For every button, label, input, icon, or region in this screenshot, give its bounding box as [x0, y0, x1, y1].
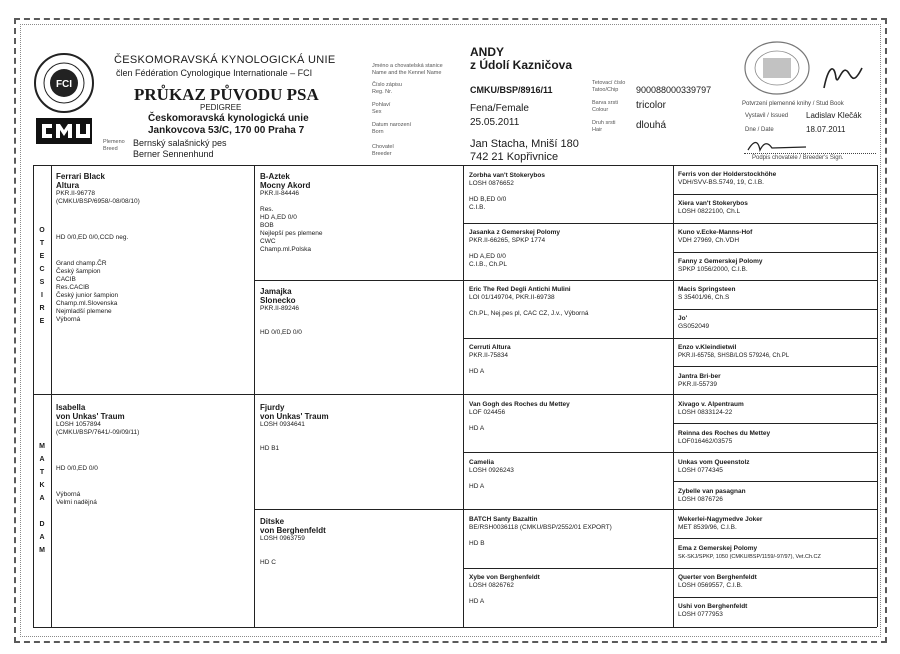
grid-g4-split-7	[673, 366, 877, 367]
fci-logo-text: FCI	[55, 79, 73, 90]
g3-cell-4: Cerruti Altura PKR.II-75834 HD A	[469, 344, 511, 375]
org-name: ČESKOMORAVSKÁ KYNOLOGICKÁ UNIE	[114, 54, 336, 66]
org-address-1: Českomoravská kynologická unie	[148, 113, 309, 124]
grid-g4-split-2	[673, 223, 877, 224]
grid-g3-split-5	[463, 509, 673, 510]
grid-g4-split-10	[673, 481, 877, 482]
breed-cz: Bernský salašnický pes	[133, 138, 227, 148]
grid-g3-split-4	[463, 452, 673, 453]
chip-value: 900088000339797	[636, 85, 712, 95]
g1-sire-health: HD 0/0,ED 0/0,CCD neg.	[56, 234, 129, 241]
g3-cell-6: Camelia LOSH 0926243 HD A	[469, 459, 514, 490]
g3-cell-7: BATCH Santy Bazaltin BE/RSH0036118 (CMKU/BSP/2552/01 EXPORT) HD B	[469, 516, 612, 547]
g1-sire-title: Res.CACIB	[56, 284, 90, 291]
grid-g2-split-2	[254, 509, 463, 510]
g1-sire-name1: Ferrari Black	[56, 172, 105, 181]
issuer-signature	[818, 58, 868, 99]
grid-g4-split-8	[673, 423, 877, 424]
g1-sire-line: (CMKU/BSP/6958/-08/08/10)	[56, 198, 140, 205]
reg-label: Číslo zápisu Reg. Nr.	[372, 82, 402, 95]
grid-g4-split-1	[673, 194, 877, 195]
g4-cell-13: Wekerlei-Nagymedve Joker MET 8539/96, C.I.B.	[678, 516, 763, 531]
g4-cell-6: Jo' GS052049	[678, 315, 710, 330]
cmku-logo	[36, 116, 92, 146]
g4-cell-2: Xiera van't Stokerybos LOSH 0822100, Ch.L	[678, 200, 748, 215]
hair-label: Druh srsti Hair	[592, 120, 616, 133]
g4-cell-14: Ema z Gemerskej Polomy SK-SKJ/SPKP, 1050 (CMKU/BSP/1159/-97/97), Vet.Ch.CZ	[678, 545, 821, 560]
g1-sire-title: Výborná	[56, 316, 81, 323]
sex-label: Pohlaví Sex	[372, 102, 391, 115]
g4-cell-10: Reinna des Roches du Mettey LOF016462/03575	[678, 430, 771, 445]
org-address-2: Jankovcova 53/C, 170 00 Praha 7	[148, 125, 305, 136]
grid-col-side	[51, 165, 52, 627]
fci-logo	[33, 52, 95, 114]
dob-value: 25.05.2011	[470, 117, 520, 128]
name-label: Jméno a chovatelská stanice Name and the Kennel Name	[372, 63, 443, 76]
g4-cell-16: Ushi von Berghenfeldt LOSH 0777953	[678, 603, 748, 618]
g1-sire-title: Český šampion	[56, 268, 101, 275]
g1-dam-title: Výborná	[56, 491, 81, 498]
org-member: člen Fédération Cynologique Internationale – FCI	[116, 68, 313, 78]
g3-cell-3: Eric The Red Degli Antichi Mulini LOI 01/149704, PKR.II-69738 Ch.PL, Nej.pes pl, CAC CZ, J.v., Výborná	[469, 286, 589, 317]
grid-col-g2	[254, 165, 255, 627]
g4-cell-4: Fanny z Gemerskej Polomy SPKP 1056/2000, C.I.B.	[678, 258, 763, 273]
chip-label: Tetovací číslo Tatoo/Chip	[592, 80, 626, 93]
breeder-label: Chovatel Breeder	[372, 144, 394, 157]
g4-cell-11: Unkas vom Queenstolz LOSH 0774345	[678, 459, 750, 474]
grid-left	[33, 165, 34, 627]
grid-g4-split-12	[673, 538, 877, 539]
g2-cell-1: B-Aztek Mocny Akord PKR.II-84446 Res. HD A,ED 0/0 BOB Nejlepší pes plemene CWC Champ.ml.Polska	[260, 172, 323, 253]
grid-g4-split-13	[673, 568, 877, 569]
grid-g3-split-2	[463, 280, 673, 281]
grid-right	[877, 165, 878, 627]
colour-label: Barva srsti Colour	[592, 100, 618, 113]
g1-dam-name2: von Unkas' Traum	[56, 412, 125, 421]
doc-subtitle: PEDIGREE	[200, 103, 242, 112]
grid-g2-split-1	[254, 280, 463, 281]
issued-label: Vystavil / Issued	[745, 113, 789, 119]
grid-g3-split-1	[463, 223, 673, 224]
breeder-sign-label: Podpis chovatele / Breeder's Sign.	[752, 155, 844, 161]
g1-sire-line: PKR.II-96778	[56, 190, 96, 197]
grid-g4-split-14	[673, 597, 877, 598]
grid-g4-split-5	[673, 309, 877, 310]
g1-sire-title: CACIB	[56, 276, 76, 283]
issued-by: Ladislav Klečák	[806, 111, 862, 120]
grid-bottom	[33, 627, 877, 628]
g1-sire-title: Nejmladší plemene	[56, 308, 112, 315]
grid-g3-split-6	[463, 568, 673, 569]
g3-cell-5: Van Gogh des Roches du Mettey LOF 024456 HD A	[469, 401, 570, 432]
grid-g4-split-3	[673, 252, 877, 253]
grid-col-g3	[463, 165, 464, 627]
g1-dam	[56, 403, 251, 507]
g1-sire	[56, 172, 251, 324]
dob-label: Datum narození Born	[372, 122, 412, 135]
grid-g4-split-4	[673, 280, 877, 281]
g1-dam-line: LOSH 1057894	[56, 421, 101, 428]
grid-g4-split-11	[673, 509, 877, 510]
sex-value: Fena/Female	[470, 103, 529, 114]
dog-name-1: ANDY	[470, 45, 505, 59]
side-label-father: O T E C S I R E	[39, 227, 45, 325]
g3-cell-1: Zorbha van't Stokerybos LOSH 0876652 HD B,ED 0/0 C.I.B.	[469, 172, 545, 211]
g1-sire-title: Český junior šampion	[56, 292, 119, 299]
g4-cell-12: Zybelle van pasagnan LOSH 0876726	[678, 488, 746, 503]
g1-sire-name2: Altura	[56, 181, 80, 190]
grid-top	[33, 165, 877, 166]
g3-cell-2: Jasanka z Gemerskej Polomy PKR.II-66265, SPKP 1774 HD A,ED 0/0 C.I.B., Ch.PL	[469, 229, 561, 268]
g3-cell-8: Xybe von Berghenfeldt LOSH 0826762 HD A	[469, 574, 540, 605]
g1-dam-line: (CMKU/BSP/7641/-09/09/11)	[56, 429, 140, 436]
signature-line	[744, 153, 876, 154]
breeder-2: 742 21 Kopřivnice	[470, 151, 559, 163]
breeder-1: Jan Stacha, Mniší 180	[470, 138, 579, 150]
colour-value: tricolor	[636, 100, 667, 111]
g4-cell-8: Jantra Bri-ber PKR.II-55739	[678, 373, 721, 388]
g4-cell-9: Xivago v. Alpentraum LOSH 0833124-22	[678, 401, 744, 416]
grid-col-g4	[673, 165, 674, 627]
g4-cell-3: Kuno v.Ecke-Manns-Hof VDH 27969, Ch.VDH	[678, 229, 753, 244]
g4-cell-15: Querter von Berghenfeldt LOSH 0569557, C.I.B.	[678, 574, 757, 589]
grid-g4-split-9	[673, 452, 877, 453]
g4-cell-7: Enzo v.Kleindietwil PKR.II-65758, SHSB/LOS 579246, Ch.PL	[678, 344, 790, 359]
grid-g3-split-3	[463, 338, 673, 339]
reg-number: CMKU/BSP/8916/11	[470, 85, 553, 95]
date-label: Dne / Date	[745, 127, 774, 133]
g1-sire-title: Grand champ.ČR	[56, 260, 107, 267]
dog-name-2: z Údolí Kazničova	[470, 58, 573, 72]
grid-mid	[33, 394, 877, 395]
breed-label: Plemeno Breed	[103, 139, 125, 152]
doc-title: PRŮKAZ PŮVODU PSA	[134, 85, 319, 104]
side-label-mother: M A T K A D A M	[39, 443, 45, 554]
issue-date: 18.07.2011	[806, 125, 846, 134]
hair-value: dlouhá	[636, 120, 667, 131]
g2-cell-2: Jamajka Slonecko PKR.II-89246 HD 0/0,ED 0/0	[260, 287, 302, 336]
stud-book-label: Potvrzení plemenné knihy / Stud Book	[742, 101, 844, 107]
g1-dam-title: Velmi nadějná	[56, 499, 97, 506]
g1-dam-health: HD 0/0,ED 0/0	[56, 465, 98, 472]
g1-sire-title: Champ.ml.Slovenska	[56, 300, 118, 307]
grid-g4-split-6	[673, 338, 877, 339]
g4-cell-5: Macis Springsteen S 35401/96, Ch.S	[678, 286, 736, 301]
g2-cell-4: Ditske von Berghenfeldt LOSH 0963759 HD C	[260, 517, 326, 566]
breed-en: Berner Sennenhund	[133, 149, 214, 159]
official-stamp	[743, 40, 811, 101]
g1-dam-name1: Isabella	[56, 403, 86, 412]
g2-cell-3: Fjurdy von Unkas' Traum LOSH 0934641 HD B1	[260, 403, 329, 452]
g4-cell-1: Ferris von der Holderstockhöhe VDH/SVV-BS.5749, 19, C.I.B.	[678, 171, 777, 186]
